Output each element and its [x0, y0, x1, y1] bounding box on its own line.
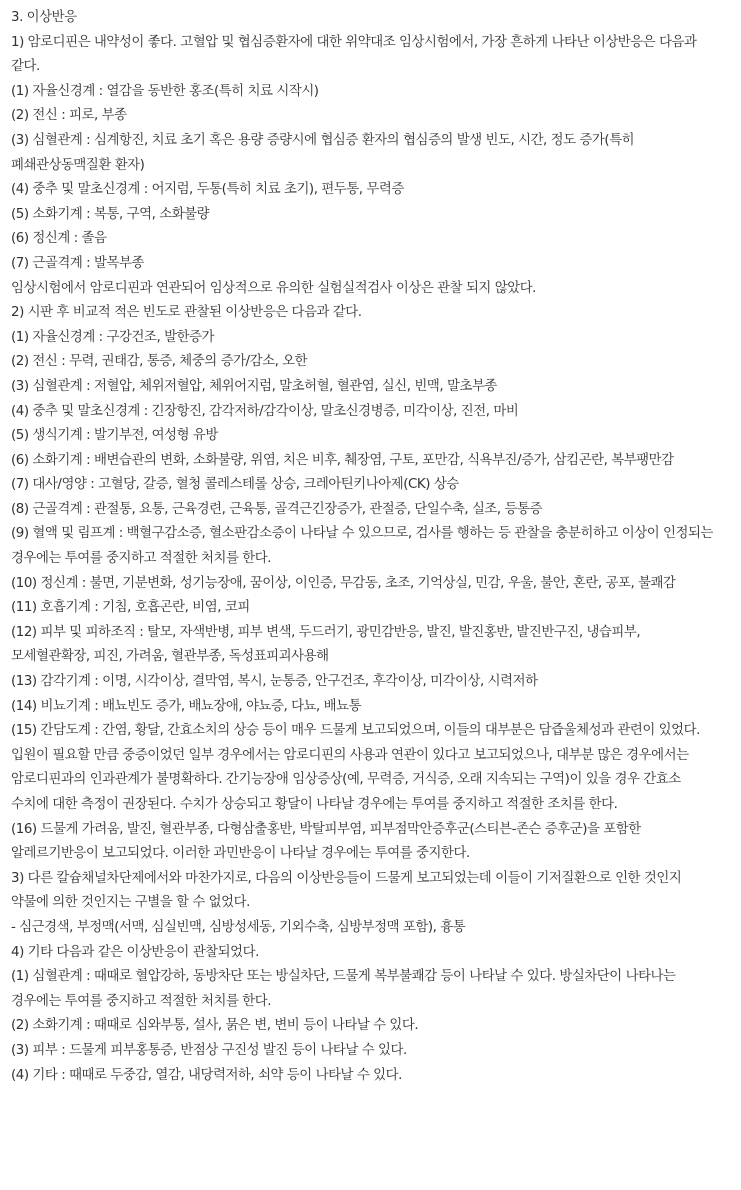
list-item: (5) 소화기계 : 복통, 구역, 소화불량	[11, 206, 210, 222]
list-item: (4) 중추 및 말초신경계 : 어지럼, 두통(특히 치료 초기), 편두통, 무력증	[11, 182, 404, 198]
list-item: (8) 근골격계 : 관절통, 요통, 근육경련, 근육통, 골격근긴장증가, 관절증, 단일수축, 실조, 등통증	[11, 501, 542, 517]
list-item: (9) 혈액 및 림프계 : 백혈구감소증, 혈소판감소증이 나타날 수 있으므로, 검사를 행하는 등 관찰을 충분히하고 이상이 인정되는 경우에는 투여를 중지하고 적절한 처치를 한다.	[11, 526, 713, 567]
paragraph: 2) 시판 후 비교적 적은 빈도로 관찰된 이상반응은 다음과 같다.	[11, 305, 362, 321]
list-item: (2) 전신 : 피로, 부종	[11, 108, 127, 124]
list-item: (6) 정신계 : 졸음	[11, 231, 107, 247]
list-item: (11) 호흡기계 : 기침, 호흡곤란, 비염, 코피	[11, 600, 250, 616]
list-item: (7) 근골격계 : 발목부종	[11, 255, 144, 271]
list-item: (2) 전신 : 무력, 권태감, 통증, 체중의 증가/감소, 오한	[11, 354, 308, 370]
list-item: (6) 소화기계 : 배변습관의 변화, 소화불량, 위염, 치은 비후, 췌장염, 구토, 포만감, 식욕부진/증가, 삼킴곤란, 복부팽만감	[11, 452, 674, 468]
list-item: (3) 피부 : 드물게 피부홍통증, 반점상 구진성 발진 등이 나타날 수 있다.	[11, 1042, 407, 1058]
list-item: (1) 자율신경계 : 구강건조, 발한증가	[11, 329, 215, 345]
list-item: (5) 생식기계 : 발기부전, 여성형 유방	[11, 428, 218, 444]
list-item: (3) 심혈관계 : 심계항진, 치료 초기 혹은 용량 증량시에 협심증 환자의 협심증의 발생 빈도, 시간, 정도 증가(특히 폐쇄관상동맥질환 환자)	[11, 132, 635, 173]
list-item: (16) 드물게 가려움, 발진, 혈관부종, 다형삼출홍반, 박탈피부염, 피부점막안증후군(스티븐-존슨 증후군)을 포함한 알레르기반응이 보고되었다. 이러한 과민반응이 나타날 경우에는 투여를 중지한다.	[11, 821, 641, 862]
paragraph: 4) 기타 다음과 같은 이상반응이 관찰되었다.	[11, 944, 259, 960]
list-item: - 심근경색, 부정맥(서맥, 심실빈맥, 심방성세동, 기외수축, 심방부정맥 포함), 흉통	[11, 919, 466, 935]
paragraph: 1) 암로디핀은 내약성이 좋다. 고혈압 및 협심증환자에 대한 위약대조 임상시험에서, 가장 흔하게 나타난 이상반응은 다음과 같다.	[11, 34, 697, 75]
section-heading: 3. 이상반응	[11, 10, 77, 25]
list-item: (7) 대사/영양 : 고혈당, 갈증, 혈청 콜레스테롤 상승, 크레아틴키나아제(CK) 상승	[11, 477, 459, 493]
list-item: (1) 자율신경계 : 열감을 동반한 홍조(특히 치료 시작시)	[11, 83, 319, 99]
list-item: (15) 간담도계 : 간염, 황달, 간효소치의 상승 등이 매우 드물게 보고되었으며, 이들의 대부분은 담즙울체성과 관련이 있었다. 입원이 필요할 만큼 중증이었던 일부 경우에서는 암로디핀의 사용과 연관이 있다고 보고되었으나, 대부분 많은 경우에서는 암로디핀과의 인과관계가 불명확하다. 간기능장애 임상증상(예, 무력증, 거식증, 오래 지속되는 구역)이 있을 경우 간효소 수치에 대한 측정이 권장된다. 수치가 상승되고 황달이 나타날 경우에는 투여를 중지하고 적절한 조치를 한다.	[11, 723, 700, 812]
list-item: (3) 심혈관계 : 저혈압, 체위저혈압, 체위어지럼, 말초허혈, 혈관염, 실신, 빈맥, 말초부종	[11, 378, 497, 394]
list-item: (12) 피부 및 피하조직 : 탈모, 자색반병, 피부 변색, 두드러기, 광민감반응, 발진, 발진홍반, 발진반구진, 냉습피부, 모세혈관확장, 피진, 가려움, 혈관부종, 독성표피괴사용해	[11, 624, 641, 665]
list-item: (13) 감각기계 : 이명, 시각이상, 결막염, 복시, 눈통증, 안구건조, 후각이상, 미각이상, 시력저하	[11, 674, 538, 690]
list-item: (4) 기타 : 때때로 두중감, 열감, 내당력저하, 쇠약 등이 나타날 수 있다.	[11, 1067, 402, 1083]
list-item: (4) 중추 및 말초신경계 : 긴장항진, 감각저하/감각이상, 말초신경병증, 미각이상, 진전, 마비	[11, 403, 519, 419]
paragraph: 임상시험에서 암로디핀과 연관되어 임상적으로 유의한 실험실적검사 이상은 관찰 되지 않았다.	[11, 280, 536, 296]
list-item: (2) 소화기계 : 때때로 심와부통, 설사, 묽은 변, 변비 등이 나타날 수 있다.	[11, 1018, 419, 1034]
list-item: (14) 비뇨기계 : 배뇨빈도 증가, 배뇨장애, 야뇨증, 다뇨, 배뇨통	[11, 698, 362, 714]
paragraph: 3) 다른 칼슘채널차단제에서와 마찬가지로, 다음의 이상반응들이 드물게 보고되었는데 이들이 기저질환으로 인한 것인지 약물에 의한 것인지는 구별을 할 수 없었다.	[11, 870, 682, 911]
list-item: (1) 심혈관계 : 때때로 혈압강하, 동방차단 또는 방실차단, 드물게 복부불쾌감 등이 나타날 수 있다. 방실차단이 나타나는 경우에는 투여를 중지하고 적절한 처치를 한다.	[11, 969, 676, 1009]
list-item: (10) 정신계 : 불면, 기분변화, 성기능장애, 꿈이상, 이인증, 무감동, 초조, 기억상실, 민감, 우울, 불안, 혼란, 공포, 불쾌감	[11, 575, 676, 591]
